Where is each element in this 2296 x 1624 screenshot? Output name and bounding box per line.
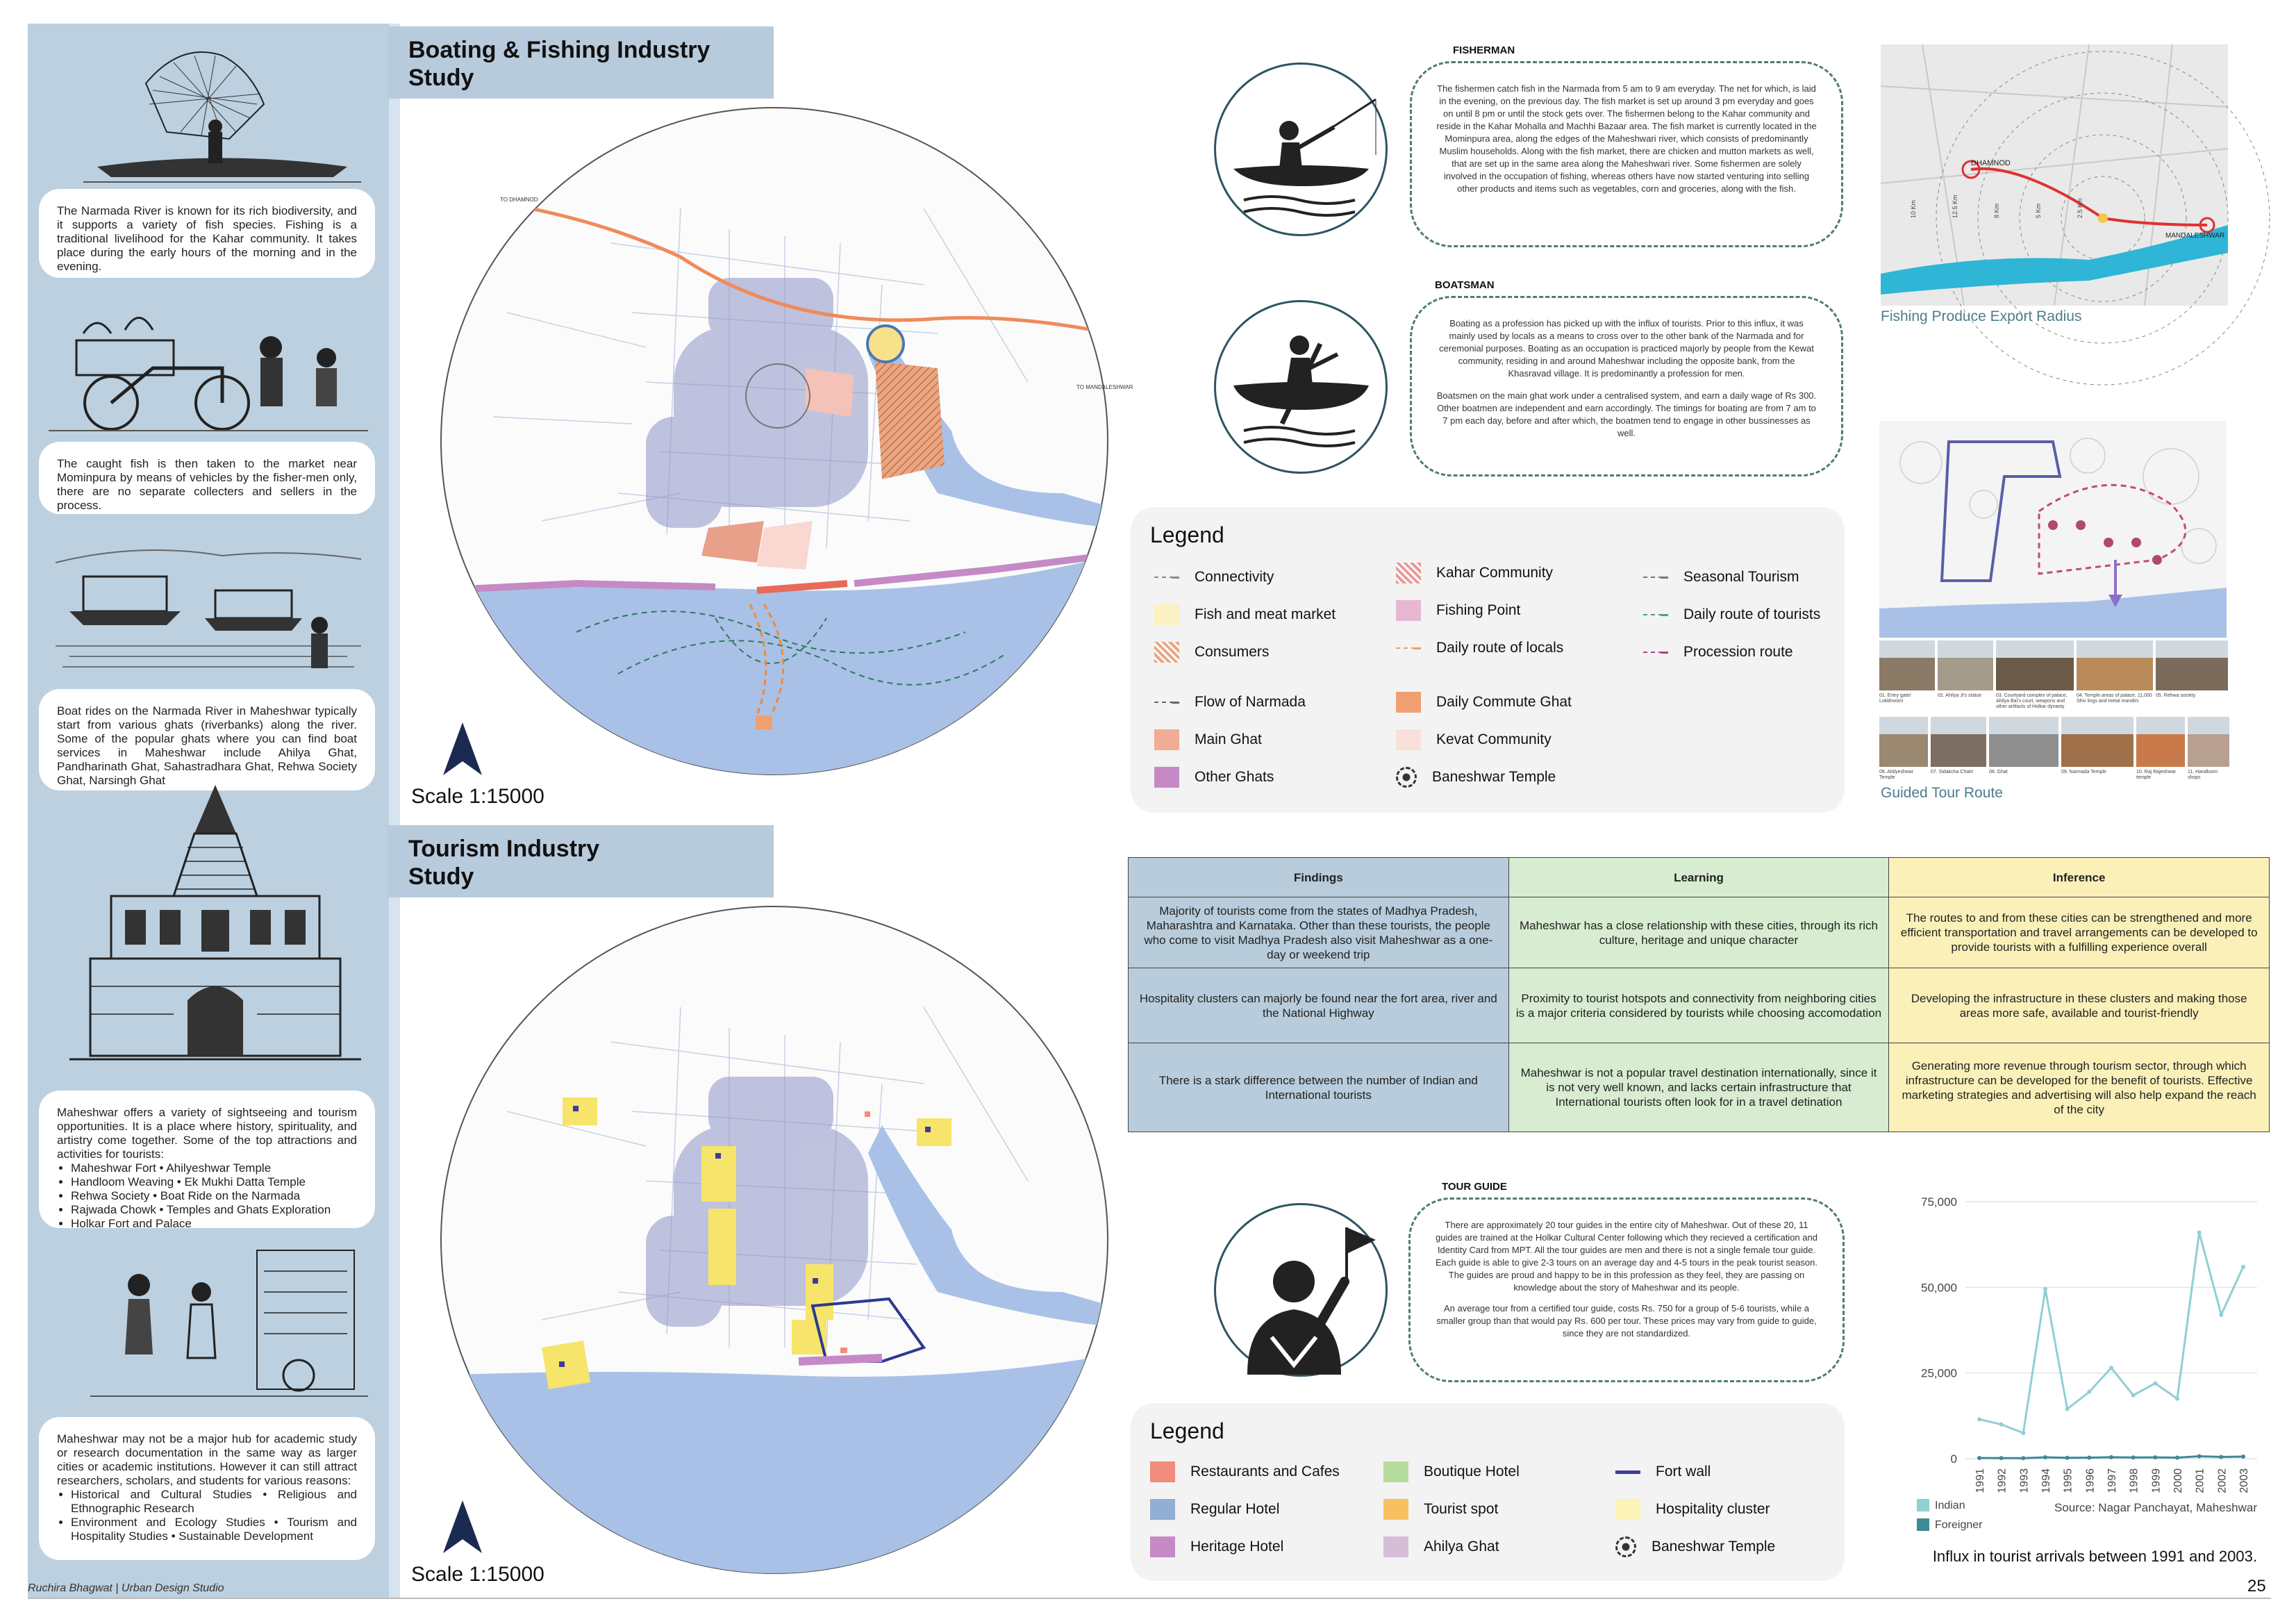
x-tick-label: 1997: [2106, 1468, 2118, 1493]
header-learning: Learning: [1508, 858, 1889, 897]
data-point-foreigner: [2065, 1456, 2070, 1460]
legend-item: [1615, 1536, 1775, 1557]
legend-item: [1154, 692, 1306, 713]
data-point-indian: [1999, 1423, 2004, 1427]
table-cell: Proximity to tourist hotspots and connectivity from neighboring cities is a major criteria considered by tourists while choosing accomodation: [1508, 968, 1889, 1043]
tourism-section-title: [388, 825, 774, 897]
temple-sketch: [69, 778, 361, 1077]
tour-photo-label: 11. Handloom shops: [2188, 770, 2218, 780]
legend-swatch: [1383, 1461, 1408, 1482]
sidebar-card-market: The caught fish is then taken to the market near Mominpura by means of vehicles by the fisher-men only, there are no separate collecters and sellers in the process.: [39, 442, 375, 514]
legend-swatch: [1396, 638, 1421, 658]
fisherman-sketch: [83, 28, 361, 188]
x-tick-label: 1999: [2150, 1468, 2163, 1493]
tour-guide-icon-circle: [1214, 1203, 1388, 1377]
legend-label: Flow of Narmada: [1195, 694, 1306, 710]
legend-item: [1643, 567, 1799, 588]
tour-photo-label: 07. Sidakcha Chatri: [1931, 770, 1974, 774]
page-number: 25: [2247, 1577, 2266, 1596]
legend-label: Hospitality cluster: [1656, 1501, 1770, 1517]
export-map-caption: Fishing Produce Export Radius: [1881, 308, 2082, 324]
attractions-list: [57, 1161, 357, 1231]
table-cell: Generating more revenue through tourism sector, through which infrastructure can be developed for the benefit of tourists. Effective marketing strategies and advertising will also help expand the reach of the city: [1889, 1043, 2270, 1132]
footer-author: Ruchira Bhagwat | Urban Design Studio: [28, 1582, 224, 1594]
north-arrow-icon: [442, 1500, 483, 1556]
data-point-indian: [2219, 1313, 2223, 1317]
legend-swatch: [1150, 1461, 1175, 1482]
legend-item: [1150, 1461, 1340, 1482]
x-tick-label: 2003: [2238, 1468, 2250, 1493]
radius-label: 12.5 Km: [1952, 194, 1958, 218]
sidebar-card-fishing: The Narmada River is known for its rich biodiversity, and it supports a variety of fish species. Fishing is a traditional livelihood for the Kahar community. It takes place during the early hours of the morning and in the evening.: [39, 189, 375, 278]
legend-swatch: [1615, 1461, 1640, 1482]
radius-label: 2.5 Km: [2077, 198, 2083, 218]
list-item: • Rajwada Chowk • Temples and Ghats Exploration: [71, 1203, 357, 1217]
boat-ride-sketch: [56, 528, 361, 681]
table-row: [1129, 897, 2270, 968]
y-tick-label: 0: [1950, 1452, 1957, 1466]
fisherman-icon: [1216, 65, 1386, 234]
legend-boating-title: Legend: [1150, 522, 1224, 547]
legend-item: [1643, 642, 1793, 663]
legend-label: Connectivity: [1195, 569, 1274, 585]
legend-label: Main Ghat: [1195, 731, 1262, 747]
tour-guide-icon: [1216, 1205, 1386, 1375]
tour-photo: [2188, 717, 2229, 767]
x-tick-label: 1998: [2128, 1468, 2140, 1493]
radius-label: 8 Km: [1993, 203, 2000, 218]
data-point-foreigner: [2109, 1455, 2113, 1459]
legend-label: Tourist spot: [1424, 1501, 1499, 1517]
legend-label: Indian: [1935, 1500, 1965, 1511]
data-point-foreigner: [2043, 1455, 2047, 1459]
data-point-indian: [2065, 1407, 2070, 1411]
legend-swatch: [1154, 642, 1179, 663]
header-inference: Inference: [1889, 858, 2270, 897]
list-item: • Holkar Fort and Palace: [71, 1217, 357, 1231]
table-row: [1129, 1043, 2270, 1132]
tour-photo-label: 09. Narmada Temple: [2061, 770, 2106, 774]
tour-photo: [1879, 717, 1928, 767]
tour-photo: [2077, 640, 2153, 690]
export-label-dhamnod: DHAMNOD: [1971, 159, 2011, 167]
boatsman-icon: [1216, 302, 1386, 472]
data-point-foreigner: [2197, 1455, 2202, 1459]
legend-item: [1150, 1536, 1283, 1557]
y-tick-label: 50,000: [1921, 1281, 1957, 1295]
legend-swatch: [1154, 604, 1179, 625]
label-to-mandaleshwar: TO MANDALESHWAR: [1076, 384, 1133, 390]
x-tick-label: 1992: [1996, 1468, 2008, 1493]
legend-swatch: [1150, 1499, 1175, 1520]
research-list: [57, 1488, 357, 1543]
data-point-indian: [2131, 1393, 2136, 1398]
export-label-mandaleshwar: MANDALESHWAR: [2165, 232, 2225, 240]
north-arrow-icon: [442, 722, 483, 778]
list-item: • Historical and Cultural Studies • Religious and Ethnographic Research: [71, 1488, 357, 1516]
sidebar-card-tourism: [39, 1091, 375, 1228]
legend-label: Procession route: [1683, 644, 1793, 660]
legend-label: Daily route of tourists: [1683, 606, 1821, 622]
legend-swatch: [1396, 729, 1421, 750]
research-intro: Maheshwar may not be a major hub for academic study or research documentation in the same way as larger cities or academic institutions. However it can still attract researchers, scholars, and students for various reasons:: [57, 1432, 357, 1487]
x-tick-label: 1994: [2040, 1468, 2052, 1493]
boating-fishing-map: [438, 104, 1133, 778]
data-point-foreigner: [2153, 1455, 2157, 1459]
tour-photo-label: 04. Temple areas of palace, 11,000 Shiv lings and metal mandirs: [2077, 693, 2152, 704]
legend-label: Daily Commute Ghat: [1436, 694, 1572, 710]
legend-swatch: [1383, 1499, 1408, 1520]
legend-item: [1396, 767, 1556, 788]
legend-item: [1396, 600, 1520, 621]
tour-photo: [1989, 717, 2058, 767]
legend-swatch: [1150, 1536, 1175, 1557]
x-tick-label: 2000: [2172, 1468, 2184, 1493]
data-point-indian: [2043, 1287, 2047, 1291]
tour-photo-label: 06. Ahilyeshwar Temple: [1879, 770, 1914, 780]
tour-guide-text-1: There are approximately 20 tour guides in the entire city of Maheshwar. Out of these 20, 11 guides are trained at the Holkar Cultural Center following which they recieved a certification and Identity Card from MPT. All the tour guides are men and there is not a single female tour guide. Each guide is able to give 2-3 tours on an average day and 4-5 tours in the peak tourist season. The guides are proud and happy to be in this profession as they feel, they are passing on knowledge about the story of Maheshwar and its people.: [1436, 1220, 1817, 1293]
legend-label: Regular Hotel: [1190, 1501, 1280, 1517]
legend-item: [1154, 767, 1274, 788]
x-tick-label: 1991: [1974, 1468, 1986, 1493]
boatsman-text-1: Boating as a profession has picked up with the influx of tourists. Prior to this influx, it was mainly used by locals as a means to cross over to the other bank of the Narmada and for ceremonial purposes. Boating as an occupation is practiced majorly by people from the Kewat community, residing in and around Maheshwar including the opposite bank, from the Khasravad village. It is predominantly a profession for men.: [1439, 318, 1814, 379]
data-point-indian: [2241, 1265, 2245, 1269]
legend-label: Heritage Hotel: [1190, 1539, 1284, 1555]
legend-item: [1615, 1461, 1711, 1482]
legend-swatch: [1383, 1536, 1408, 1557]
fisherman-card: The fishermen catch fish in the Narmada from 5 am to 9 am everyday. The net for which, is laid in the evening, on the previous day. The fish market is set up around 3 pm everyday and goes on until 8 pm or until the stock gets over. The fishermen belong to the Kahar community and reside in the Kahar Mohalla and Machhi Bazaar area. The fish market is currently located in the Mominpura area, along the edges of the Maheshwari river, which consists of predominantly Muslim households. Along with the fish market, there are chicken and mutton markets as well, that are set up in the same area along the Maheshwari river. Some fishermen are solely involved in the occupation of fishing, whereas others have now started venturing into selling other products and items such as vegetables, corn and groceries, along with the fish.: [1410, 61, 1843, 247]
tour-guide-card: [1408, 1198, 1845, 1382]
data-point-foreigner: [2219, 1455, 2223, 1459]
legend-swatch: [1154, 567, 1179, 588]
data-point-indian: [2021, 1431, 2025, 1435]
legend-label: Seasonal Tourism: [1683, 569, 1799, 585]
legend-label: Kahar Community: [1436, 565, 1554, 581]
legend-label: Fishing Point: [1436, 602, 1521, 618]
tour-route-caption: Guided Tour Route: [1881, 785, 2003, 801]
y-tick-label: 25,000: [1921, 1366, 1957, 1380]
legend-item: [1154, 567, 1274, 588]
findings-table: [1128, 857, 2270, 1132]
data-point-foreigner: [2241, 1455, 2245, 1459]
tourism-intro: Maheshwar offers a variety of sightseeing and tourism opportunities. It is a place where history, spirituality, and artistry come together. Some of the top attractions and activities for tourists:: [57, 1106, 357, 1161]
legend-swatch: [1154, 692, 1179, 713]
legend-item: [1396, 692, 1572, 713]
table-cell: Maheshwar is not a popular travel destination internationally, since it is not very well known, and lacks certain infrastructure that International tourists often look for in a travel detination: [1508, 1043, 1889, 1132]
table-cell: The routes to and from these cities can be strengthened and more efficient transportation and travel arrangements can be developed to provide tourists with a fulfilling experience overall: [1889, 897, 2270, 968]
data-point-foreigner: [2021, 1456, 2025, 1460]
export-radius-map: [1881, 44, 2228, 306]
guided-tour-map: [1879, 421, 2227, 638]
tour-photo-label: 01. Entry gate/ Lokbhoomi: [1879, 693, 1911, 704]
legend-swatch: [1917, 1499, 1929, 1511]
footer-rule: [28, 1598, 2271, 1599]
boating-section-title: [388, 26, 774, 99]
legend-item: [1396, 563, 1553, 583]
table-cell: Maheshwar has a close relationship with these cities, through its rich culture, heritage and unique character: [1508, 897, 1889, 968]
legend-label: Boutique Hotel: [1424, 1464, 1520, 1480]
data-point-indian: [2153, 1381, 2157, 1385]
tour-photo: [1996, 640, 2074, 690]
tour-photo-label: 05. Rehwa society: [2156, 693, 2196, 698]
x-tick-label: 1993: [2018, 1468, 2031, 1493]
legend-swatch: [1615, 1499, 1640, 1520]
map2-scale: Scale 1:15000: [411, 1563, 544, 1586]
legend-item: [1615, 1499, 1770, 1520]
x-tick-label: 2002: [2216, 1468, 2229, 1493]
data-point-foreigner: [2175, 1456, 2179, 1460]
table-row: [1129, 968, 2270, 1043]
legend-label: Foreigner: [1935, 1519, 1983, 1531]
legend-swatch: [1643, 642, 1668, 663]
list-item: • Handloom Weaving • Ek Mukhi Datta Temple: [71, 1175, 357, 1189]
table-cell: Majority of tourists come from the states of Madhya Pradesh, Maharashtra and Karnataka. Other than these tourists, the people who come to visit Madhya Pradesh also visit Maheshwar as a one-day or weekend trip: [1129, 897, 1509, 968]
boatsman-card: [1410, 296, 1843, 477]
legend-item: [1396, 638, 1563, 658]
tour-photo-label: 10. Raj Rajeshwar temple: [2136, 770, 2177, 780]
data-point-foreigner: [1977, 1456, 1981, 1460]
tourists-sketch: [90, 1243, 368, 1403]
legend-swatch: [1615, 1536, 1636, 1557]
legend-swatch: [1396, 767, 1417, 788]
legend-label: Kevat Community: [1436, 731, 1552, 747]
boatsman-icon-circle: [1214, 300, 1388, 474]
market-transport-sketch: [49, 292, 368, 438]
data-point-indian: [2109, 1366, 2113, 1370]
chart-source: Source: Nagar Panchayat, Maheshwar: [2054, 1501, 2257, 1514]
sidebar-edge: [389, 24, 400, 1599]
boating-title-text: Boating & Fishing Industry Study: [408, 37, 710, 91]
tourism-title-text: Tourism Industry Study: [408, 836, 600, 890]
tour-photo-label: 03. Courtyard complex of palace, Ahilya Bai's court, weapons and other artifacts of Holkar dynasty: [1996, 693, 2068, 709]
tour-photo: [1879, 640, 1935, 690]
tour-guide-text-2: An average tour from a certified tour guide, costs Rs. 750 for a group of 5-6 tourists, while a smaller group than that would pay Rs. 600 per tour. These prices may vary from guide to guide, since they are not standardized.: [1436, 1303, 1817, 1339]
legend-item: [1383, 1536, 1499, 1557]
x-tick-label: 1996: [2084, 1468, 2097, 1493]
label-to-dhamnod: TO DHAMNOD: [500, 197, 538, 203]
header-findings: Findings: [1129, 858, 1509, 897]
sidebar-card-research: [39, 1417, 375, 1560]
sidebar-card-boat: Boat rides on the Narmada River in Maheshwar typically start from various ghats (riverbanks) along the river. Some of the popular ghats where you can find boat services in Maheshwar include Ahilya Ghat, Pandharinath Ghat, Sahastradhara Ghat, Rehwa Society Ghat, Narsingh Ghat: [39, 689, 375, 790]
data-point-indian: [2087, 1390, 2091, 1394]
data-point-foreigner: [1999, 1456, 2004, 1460]
fisherman-title: FISHERMAN: [1453, 44, 1515, 56]
data-point-indian: [2197, 1230, 2202, 1234]
x-tick-label: 1995: [2062, 1468, 2074, 1493]
legend-label: Daily route of locals: [1436, 640, 1564, 656]
tour-photo: [2136, 717, 2185, 767]
chart-title: Influx in tourist arrivals between 1991 and 2003.: [1932, 1548, 2257, 1565]
legend-swatch: [1643, 604, 1668, 625]
data-point-foreigner: [2131, 1455, 2136, 1459]
data-point-indian: [1977, 1417, 1981, 1421]
x-tick-label: 2001: [2194, 1468, 2206, 1493]
list-item: • Rehwa Society • Boat Ride on the Narmada: [71, 1189, 357, 1203]
tour-guide-title: TOUR GUIDE: [1442, 1181, 1507, 1193]
legend-label: Ahilya Ghat: [1424, 1539, 1499, 1555]
legend-item: [1154, 729, 1262, 750]
table-cell: Hospitality clusters can majorly be found near the fort area, river and the National Highway: [1129, 968, 1509, 1043]
legend-tourism-title: Legend: [1150, 1418, 1224, 1443]
table-header-row: [1129, 858, 2270, 897]
legend-swatch: [1396, 692, 1421, 713]
tour-photo-label: 02. Ahilya Ji's statue: [1938, 693, 1982, 698]
tour-photo: [2061, 717, 2133, 767]
legend-label: Restaurants and Cafes: [1190, 1464, 1340, 1480]
legend-label: Baneshwar Temple: [1652, 1539, 1776, 1555]
list-item: • Environment and Ecology Studies • Tourism and Hospitality Studies • Sustainable Development: [71, 1516, 357, 1543]
fisherman-icon-circle: [1214, 63, 1388, 236]
legend-item: [1383, 1499, 1498, 1520]
tour-photo: [1938, 640, 1993, 690]
data-point-indian: [2175, 1397, 2179, 1401]
legend-label: Consumers: [1195, 644, 1270, 660]
boatsman-title: BOATSMAN: [1435, 279, 1495, 291]
table-cell: Developing the infrastructure in these clusters and making those areas more safe, available and tourist-friendly: [1889, 968, 2270, 1043]
tourism-map: [438, 903, 1111, 1577]
table-cell: There is a stark difference between the number of Indian and International tourists: [1129, 1043, 1509, 1132]
radius-label: 10 Km: [1910, 199, 1917, 218]
legend-label: Baneshwar Temple: [1432, 769, 1556, 785]
legend-label: Other Ghats: [1195, 769, 1274, 785]
legend-item: [1643, 604, 1820, 625]
legend-swatch: [1396, 600, 1421, 621]
legend-swatch: [1154, 729, 1179, 750]
legend-item: [1154, 642, 1269, 663]
boatsman-text-2: Boatsmen on the main ghat work under a centralised system, and earn a daily wage of Rs 300. Other boatmen are independent and earn accordingly. The timings for boating are from 7 am to 7 pm each day, before and after which, the boatmen tend to engage in other bussinesses as well.: [1436, 390, 1817, 438]
legend-swatch: [1917, 1518, 1929, 1531]
legend-swatch: [1643, 567, 1668, 588]
series-line-indian: [1979, 1232, 2243, 1433]
legend-swatch: [1154, 767, 1179, 788]
legend-label: Fish and meat market: [1195, 606, 1336, 622]
data-point-foreigner: [2087, 1456, 2091, 1460]
radius-label: 5 Km: [2035, 203, 2042, 218]
legend-item: [1383, 1461, 1520, 1482]
tour-photo: [1931, 717, 1986, 767]
list-item: • Maheshwar Fort • Ahilyeshwar Temple: [71, 1161, 357, 1175]
y-tick-label: 75,000: [1921, 1195, 1957, 1209]
tour-photo: [2156, 640, 2228, 690]
tourist-arrivals-chart: [1868, 1181, 2278, 1584]
legend-item: [1154, 604, 1336, 625]
tour-photo-label: 08. Ghat: [1989, 770, 2008, 774]
legend-item: [1150, 1499, 1279, 1520]
map1-scale: Scale 1:15000: [411, 785, 544, 808]
legend-swatch: [1396, 563, 1421, 583]
legend-item: [1396, 729, 1552, 750]
legend-label: Fort wall: [1656, 1464, 1711, 1480]
